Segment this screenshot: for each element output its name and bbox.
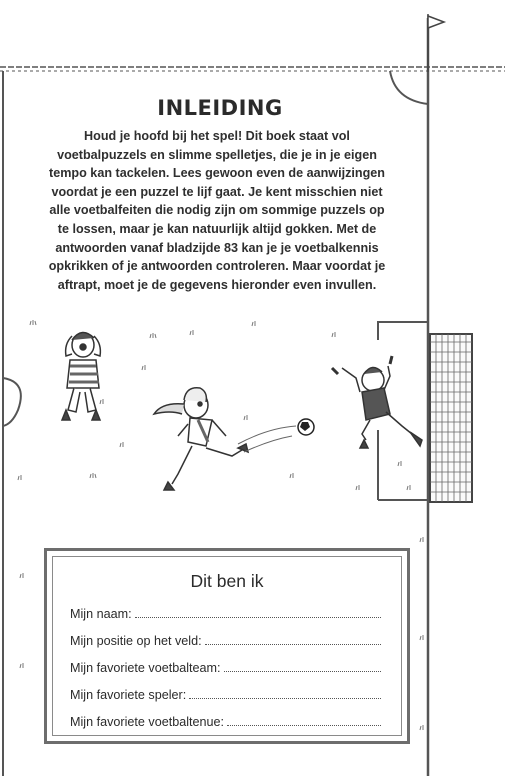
girl-player-figure: [154, 388, 248, 490]
field-label-kit: Mijn favoriete voetbaltenue:: [70, 715, 225, 729]
field-label-player: Mijn favoriete speler:: [70, 688, 187, 702]
field-label-name: Mijn naam:: [70, 607, 132, 621]
intro-line: opkrikken of je antwoorden controleren. Maar voordat je: [48, 259, 386, 274]
kit-field[interactable]: [227, 725, 381, 726]
team-field[interactable]: [224, 671, 382, 672]
pitch-center-arc: [3, 378, 21, 426]
about-me-form: [44, 548, 410, 744]
form-row-player: [70, 684, 381, 702]
form-title: Dit ben ik: [190, 571, 264, 591]
form-row-kit: [70, 711, 381, 729]
intro-line: alle voetbalfeiten die nodig zijn om sommige puzzels op: [49, 203, 385, 218]
form-row-position: [70, 630, 381, 648]
corner-flag-icon: [428, 14, 444, 72]
soccer-ball-icon: [238, 419, 314, 452]
intro-line: aftrapt, moet je de gegevens hieronder even invullen.: [57, 277, 377, 292]
intro-line: te lossen, maar je kan natuurlijk altijd gokken. Met de: [57, 221, 377, 236]
goal-net: [430, 334, 472, 502]
page-title: INLEIDING: [157, 96, 283, 120]
intro-line: antwoorden vanaf bladzijde 83 kan je je voetbalkennis: [55, 240, 379, 255]
player-field[interactable]: [189, 698, 381, 699]
intro-line: voetbalpuzzels en slimme spelletjes, die je in je eigen: [57, 147, 377, 162]
intro-line: voordat je een puzzel te lijf gaat. Je kent misschien niet: [51, 184, 383, 199]
form-inner-border: [52, 556, 402, 736]
intro-paragraph: [28, 127, 406, 294]
name-field[interactable]: [135, 617, 381, 618]
field-label-position: Mijn positie op het veld:: [70, 634, 202, 648]
field-label-team: Mijn favoriete voetbalteam:: [70, 661, 221, 675]
boy-player-figure: [62, 332, 100, 420]
position-field[interactable]: [205, 644, 381, 645]
intro-line: Houd je hoofd bij het spel! Dit boek staat vol: [84, 129, 350, 143]
form-row-team: [70, 657, 381, 675]
form-row-name: [70, 603, 381, 621]
intro-line: tempo kan tackelen. Lees gewoon even de aanwijzingen: [49, 166, 385, 181]
